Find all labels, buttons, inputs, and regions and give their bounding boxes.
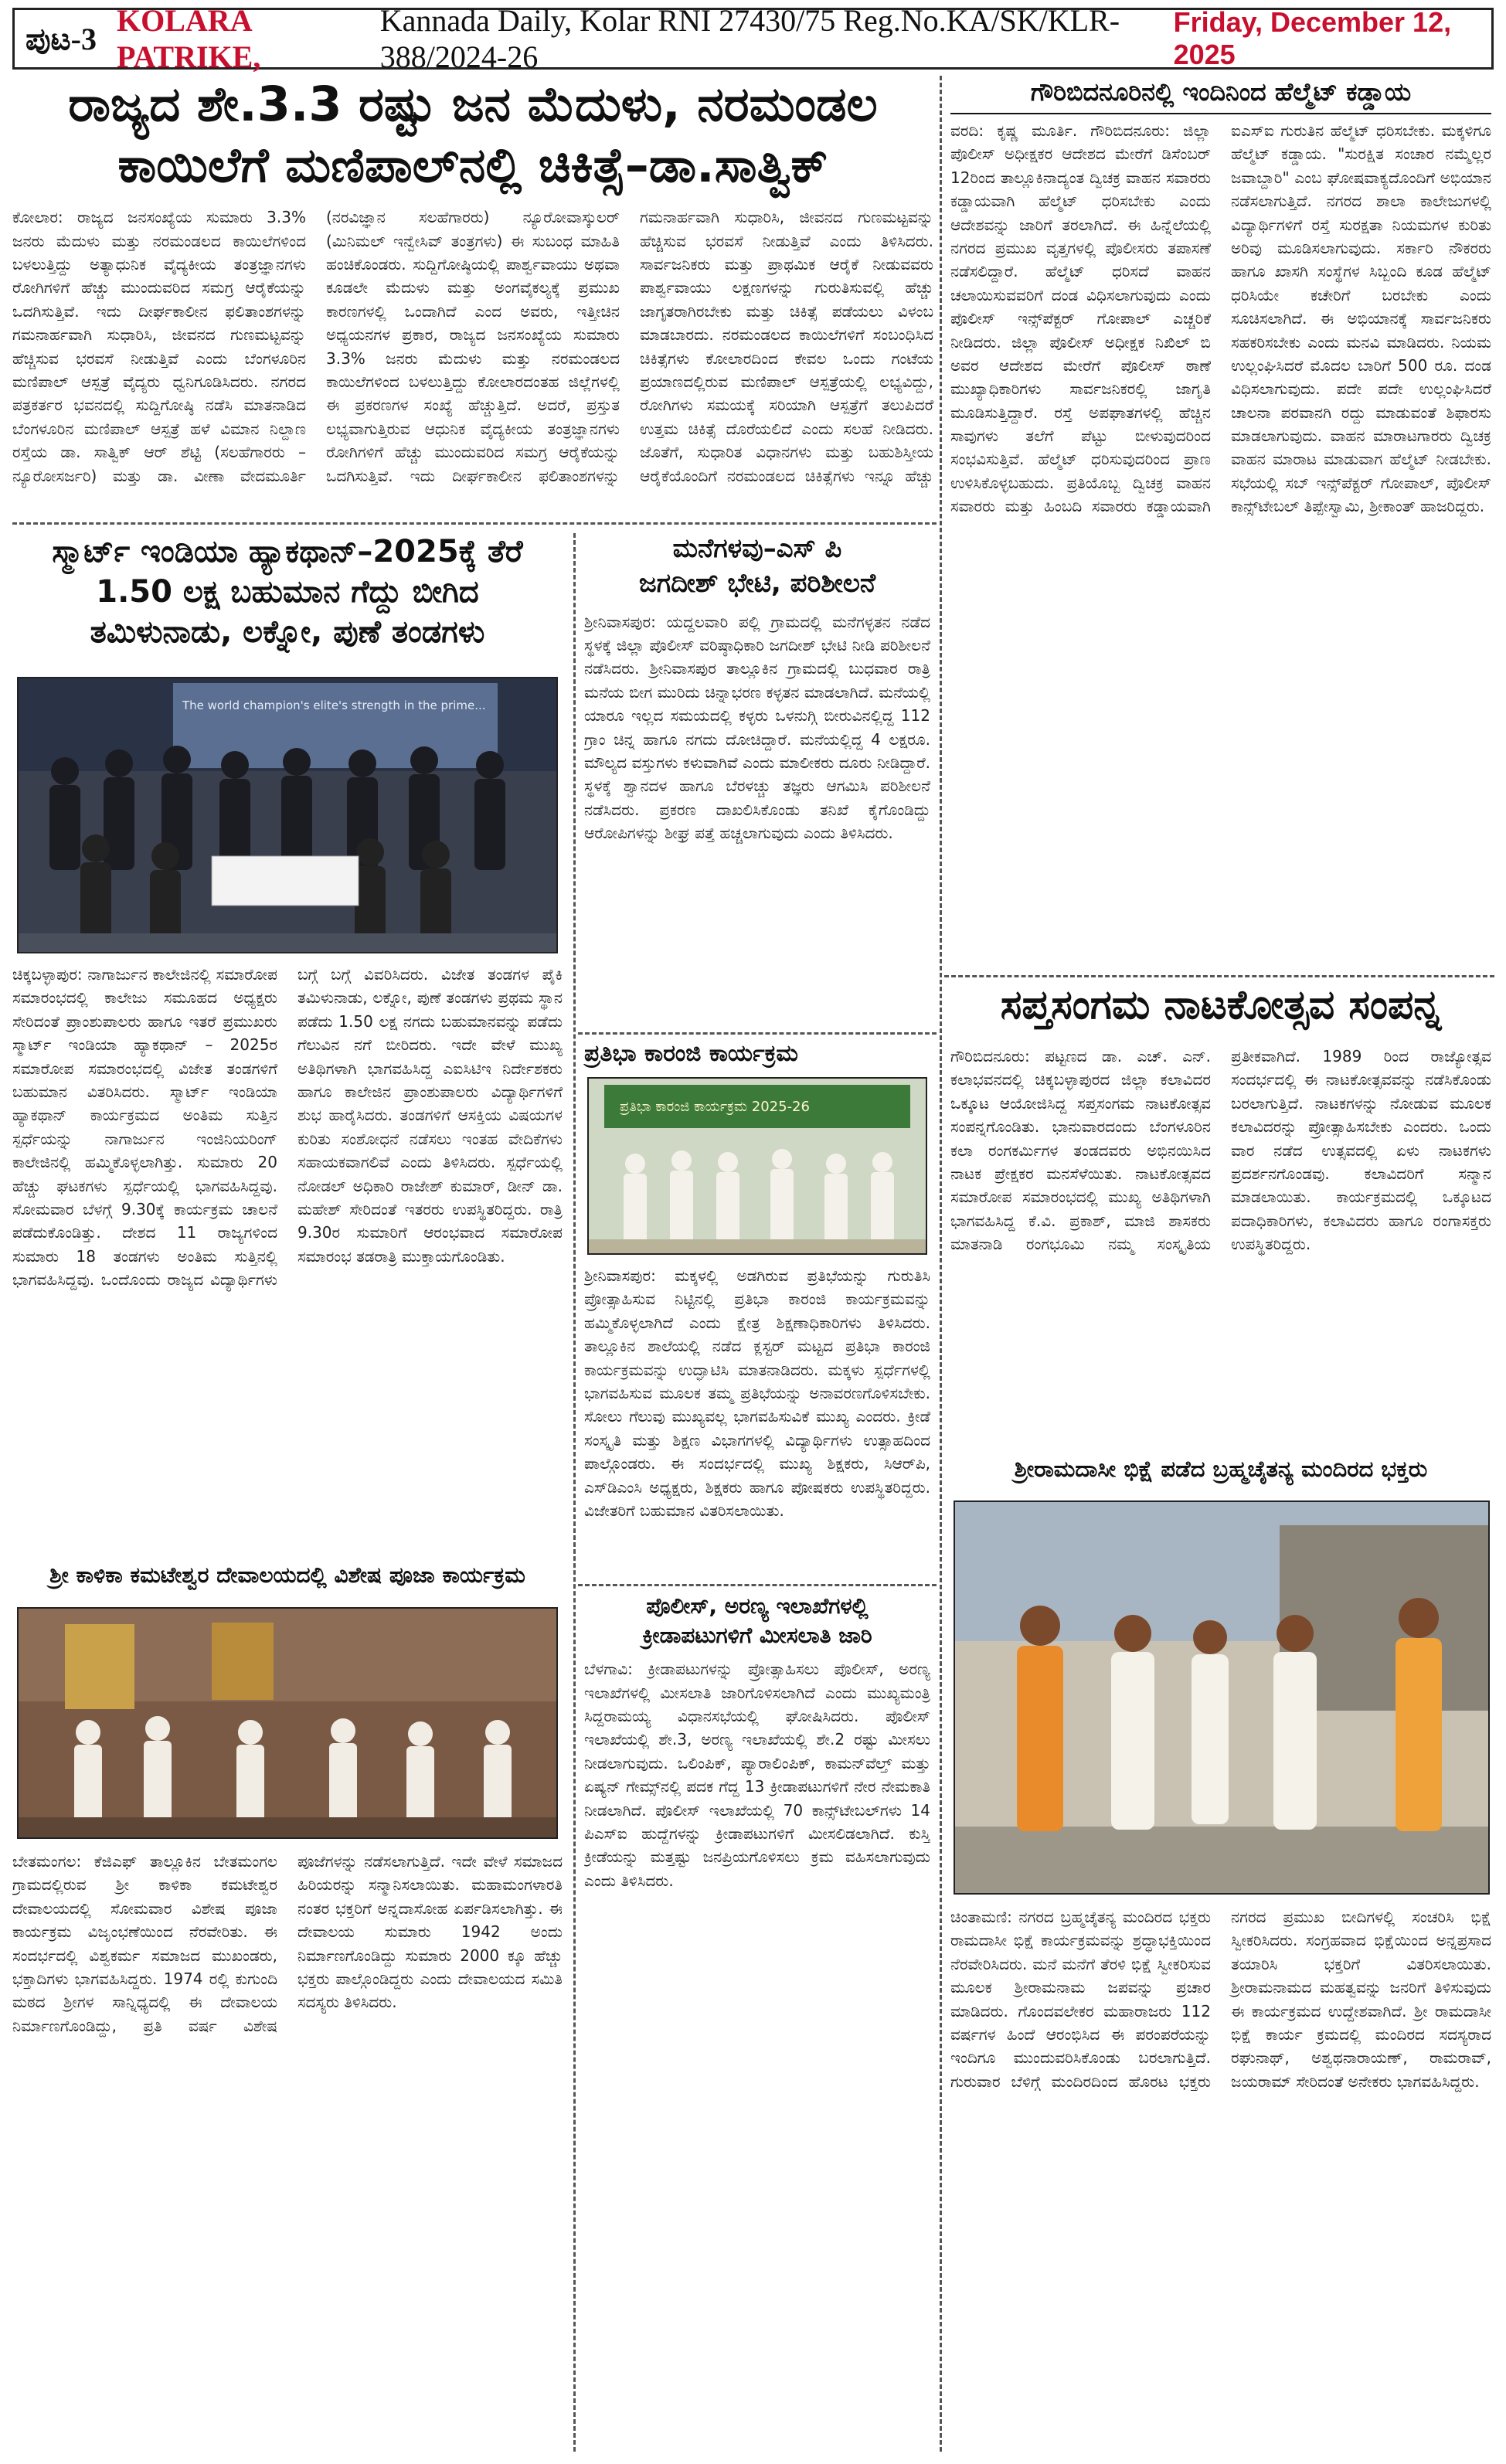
sapthasangama-headline: ಸಪ್ತಸಂಗಮ ನಾಟಕೋತ್ಸವ ಸಂಪನ್ನ [1000,982,1442,1028]
hackathon-story [12,533,563,651]
lead-story [12,76,933,499]
section-divider-lead [12,522,937,525]
pratibha-headline: ಪ್ರತಿಭಾ ಕಾರಂಜಿ ಕಾರ್ಯಕ್ರಮ [584,1040,798,1067]
divider-pratibha [578,1032,937,1035]
hackathon-photo-banner: The world champion's elite's strength in the prime... [182,698,486,712]
hackathon-headline-line3: ತಮಿಳುನಾಡು, ಲಕ್ನೋ, ಪುಣೆ ತಂಡಗಳು [90,614,485,650]
kalika-headline: ಶ್ರೀ ಕಾಳಿಕಾ ಕಮಟೇಶ್ವರ ದೇವಾಲಯದಲ್ಲಿ ವಿಶೇಷ ಪೂಜಾ ಕಾರ್ಯಕ್ರಮ [49,1562,525,1588]
paper-name: KOLARA PATRIKE, [117,3,261,74]
police-headline-line1: ಪೊಲೀಸ್, ಅರಣ್ಯ ಇಲಾಖೆಗಳಲ್ಲಿ [646,1593,869,1619]
police-body: ಬೆಳಗಾವಿ: ಕ್ರೀಡಾಪಟುಗಳನ್ನು ಪ್ರೋತ್ಸಾಹಿಸಲು ಪೊಲೀಸ್, ಅರಣ್ಯ ಇಲಾಖೆಗಳಲ್ಲಿ ಮೀಸಲಾತಿ ಜಾರಿಗೊಳಿಸಲಾಗಿದೆ ಎಂದು ಮುಖ್ಯಮಂತ್ರಿ ಸಿದ್ದರಾಮಯ್ಯ ವಿಧಾನಸಭೆಯಲ್ಲಿ ಘೋಷಿಸಿದರು. ಪೊಲೀಸ್ ಇಲಾಖೆಯಲ್ಲಿ ಶೇ.3, ಅರಣ್ಯ ಇಲಾಖೆಯಲ್ಲಿ ಶೇ.2 ರಷ್ಟು ಮೀಸಲು ನೀಡಲಾಗುವುದು. ಒಲಿಂಪಿಕ್, ಪ್ಯಾರಾಲಿಂಪಿಕ್, ಕಾಮನ್‌ವೆಲ್ತ್ ಮತ್ತು ಏಷ್ಯನ್ ಗೇಮ್ಸ್‌ನಲ್ಲಿ ಪದಕ ಗೆದ್ದ 13 ಕ್ರೀಡಾಪಟುಗಳಿಗೆ ನೇರ ನೇಮಕಾತಿ ನೀಡಲಾಗಿದೆ. ಪೊಲೀಸ್ ಇಲಾಖೆಯಲ್ಲಿ 70 ಕಾನ್ಸ್‌ಟೇಬಲ್‌ಗಳು 14 ಪಿಎಸ್ಐ ಹುದ್ದೆಗಳನ್ನು ಕ್ರೀಡಾಪಟುಗಳಿಗೆ ಮೀಸಲಿಡಲಾಗಿದೆ. ಕುಸ್ತಿ ಕ್ರೀಡೆಯನ್ನು ಮತ್ತಷ್ಟು ಜನಪ್ರಿಯಗೊಳಿಸಲು ಕ್ರಮ ವಹಿಸಲಾಗುವುದು ಎಂದು ತಿಳಿಸಿದರು. [584,1660,930,1890]
sp-visit-headline-line2: ಜಗದೀಶ್ ಭೇಟಿ, ಪರಿಶೀಲನೆ [638,567,876,599]
hackathon-headline-line2: 1.50 ಲಕ್ಷ ಬಹುಮಾನ ಗೆದ್ದು ಬೀಗಿದ [96,574,479,610]
masthead [12,3,1494,74]
pratibha-photo [587,1077,927,1255]
column-divider-middle [573,533,576,2452]
lead-headline-line2: ಕಾಯಿಲೆಗೆ ಮಣಿಪಾಲ್‌ನಲ್ಲಿ ಚಿಕಿತ್ಸೆ–ಡಾ.ಸಾತ್ವಿಕ್ [117,137,828,194]
helmet-body: ವರದಿ: ಕೃಷ್ಣ ಮೂರ್ತಿ. ಗೌರಿಬಿದನೂರು: ಜಿಲ್ಲಾ ಪೊಲೀಸ್ ಅಧೀಕ್ಷಕರ ಆದೇಶದ ಮೇರೆಗೆ ಡಿಸೆಂಬರ್ 12ರಿಂದ ತಾಲ್ಲೂಕಿನಾದ್ಯಂತ ದ್ವಿಚಕ್ರ ವಾಹನ ಸವಾರರು ಕಡ್ಡಾಯವಾಗಿ ಹೆಲ್ಮೆಟ್ ಧರಿಸಬೇಕು ಎಂದು ಆದೇಶವನ್ನು ಜಾರಿಗೆ ತರಲಾಗಿದೆ. ಈ ಹಿನ್ನೆಲೆಯಲ್ಲಿ ನಗರದ ಪ್ರಮುಖ ವೃತ್ತಗಳಲ್ಲಿ ಪೊಲೀಸರು ತಪಾಸಣೆ ನಡೆಸಲಿದ್ದಾರೆ. ಹೆಲ್ಮೆಟ್ ಧರಿಸದೆ ವಾಹನ ಚಲಾಯಿಸುವವರಿಗೆ ದಂಡ ವಿಧಿಸಲಾಗುವುದು ಎಂದು ಪೊಲೀಸ್ ಇನ್ಸ್‌ಪೆಕ್ಟರ್ ಗೋಪಾಲ್ ಎಚ್ಚರಿಕೆ ನೀಡಿದರು. ಜಿಲ್ಲಾ ಪೊಲೀಸ್ ಅಧೀಕ್ಷಕ ನಿಖಿಲ್ ಬಿ ಅವರ ಆದೇಶದ ಮೇರೆಗೆ ಪೊಲೀಸ್ ಠಾಣೆ ಮುಖ್ಯಾಧಿಕಾರಿಗಳು ಸಾರ್ವಜನಿಕರಲ್ಲಿ ಜಾಗೃತಿ ಮೂಡಿಸುತ್ತಿದ್ದಾರೆ. ರಸ್ತೆ ಅಪಘಾತಗಳಲ್ಲಿ ಹೆಚ್ಚಿನ ಸಾವುಗಳು ತಲೆಗೆ ಪೆಟ್ಟು ಬೀಳುವುದರಿಂದ ಸಂಭವಿಸುತ್ತಿವೆ. ಹೆಲ್ಮೆಟ್ ಧರಿಸುವುದರಿಂದ ಪ್ರಾಣ ಉಳಿಸಿಕೊಳ್ಳಬಹುದು. ಪ್ರತಿಯೊಬ್ಬ ದ್ವಿಚಕ್ರ ವಾಹನ ಸವಾರರು ಮತ್ತು ಹಿಂಬದಿ ಸವಾರರು ಕಡ್ಡಾಯವಾಗಿ ಐಎಸ್‌ಐ ಗುರುತಿನ ಹೆಲ್ಮೆಟ್ ಧರಿಸಬೇಕು. ಮಕ್ಕಳಿಗೂ ಹೆಲ್ಮೆಟ್ ಕಡ್ಡಾಯ. "ಸುರಕ್ಷಿತ ಸಂಚಾರ ನಮ್ಮೆಲ್ಲರ ಜವಾಬ್ದಾರಿ" ಎಂಬ ಘೋಷವಾಕ್ಯದೊಂದಿಗೆ ಅಭಿಯಾನ ನಡೆಸಲಾಗುತ್ತಿದೆ. ನಗರದ ಶಾಲಾ ಕಾಲೇಜುಗಳಲ್ಲಿ ವಿದ್ಯಾರ್ಥಿಗಳಿಗೆ ರಸ್ತೆ ಸುರಕ್ಷತಾ ನಿಯಮಗಳ ಕುರಿತು ಅರಿವು ಮೂಡಿಸಲಾಗುವುದು. ಸರ್ಕಾರಿ ನೌಕರರು ಹಾಗೂ ಖಾಸಗಿ ಸಂಸ್ಥೆಗಳ ಸಿಬ್ಬಂದಿ ಕೂಡ ಹೆಲ್ಮೆಟ್ ಧರಿಸಿಯೇ ಕಚೇರಿಗೆ ಬರಬೇಕು ಎಂದು ಸೂಚಿಸಲಾಗಿದೆ. ಈ ಅಭಿಯಾನಕ್ಕೆ ಸಾರ್ವಜನಿಕರು ಸಹಕರಿಸಬೇಕು ಎಂದು ಮನವಿ ಮಾಡಿದರು. ನಿಯಮ ಉಲ್ಲಂಘಿಸಿದರೆ ಮೊದಲ ಬಾರಿಗೆ 500 ರೂ. ದಂಡ ವಿಧಿಸಲಾಗುವುದು. ಪದೇ ಪದೇ ಉಲ್ಲಂಘಿಸಿದರೆ ಚಾಲನಾ ಪರವಾನಗಿ ರದ್ದು ಮಾಡುವಂತೆ ಶಿಫಾರಸು ಮಾಡಲಾಗುವುದು. ವಾಹನ ಮಾರಾಟಗಾರರು ದ್ವಿಚಕ್ರ ವಾಹನ ಮಾರಾಟ ಮಾಡುವಾಗ ಹೆಲ್ಮೆಟ್ ನೀಡಬೇಕು. ಸಭೆಯಲ್ಲಿ ಸಬ್ ಇನ್ಸ್‌ಪೆಕ್ಟರ್ ಗೋಪಾಲ್, ಪೊಲೀಸ್ ಕಾನ್ಸ್‌ಟೇಬಲ್ ತಿಪ್ಪೇಸ್ವಾಮಿ, ಶ್ರೀಕಾಂತ್ ಹಾಜರಿದ್ದರು. [950,121,1491,516]
divider-police [578,1584,937,1586]
helmet-headline: ಗೌರಿಬಿದನೂರಿನಲ್ಲಿ ಇಂದಿನಿಂದ ಹೆಲ್ಮೆಟ್ ಕಡ್ಡಾಯ [1030,77,1412,107]
lead-body: ಕೋಲಾರ: ರಾಜ್ಯದ ಜನಸಂಖ್ಯೆಯ ಸುಮಾರು 3.3% ಜನರು ಮೆದುಳು ಮತ್ತು ನರಮಂಡಲದ ಕಾಯಿಲೆಗಳಿಂದ ಬಳಲುತ್ತಿದ್ದು ಅತ್ಯಾಧುನಿಕ ವೈದ್ಯಕೀಯ ತಂತ್ರಜ್ಞಾನಗಳು ರೋಗಿಗಳಿಗೆ ಹೆಚ್ಚು ಮುಂದುವರಿದ ಸಮಗ್ರ ಆರೈಕೆಯನ್ನು ಒದಗಿಸುತ್ತಿವೆ. ಇದು ದೀರ್ಘಕಾಲೀನ ಫಲಿತಾಂಶಗಳನ್ನು ಗಮನಾರ್ಹವಾಗಿ ಸುಧಾರಿಸಿ, ಜೀವನದ ಗುಣಮಟ್ಟವನ್ನು ಹೆಚ್ಚಿಸುವ ಭರವಸೆ ನೀಡುತ್ತಿವೆ ಎಂದು ಬೆಂಗಳೂರಿನ ಮಣಿಪಾಲ್ ಆಸ್ಪತ್ರೆ ವೈದ್ಯರು ಧ್ವನಿಗೂಡಿಸಿದರು. ನಗರದ ಪತ್ರಕರ್ತರ ಭವನದಲ್ಲಿ ಸುದ್ದಿಗೋಷ್ಠಿ ನಡೆಸಿ ಮಾತನಾಡಿದ ಬೆಂಗಳೂರಿನ ಮಣಿಪಾಲ್ ಆಸ್ಪತ್ರೆ ಹಳೆ ವಿಮಾನ ನಿಲ್ದಾಣ ರಸ್ತೆಯ ಡಾ. ಸಾತ್ವಿಕ್ ಆರ್ ಶೆಟ್ಟಿ (ಸಲಹೆಗಾರರು – ನ್ಯೂರೋಸರ್ಜರಿ) ಮತ್ತು ಡಾ. ವೀಣಾ ವೇದಮೂರ್ತಿ (ನರವಿಜ್ಞಾನ ಸಲಹೆಗಾರರು) ನ್ಯೂರೋವಾಸ್ಕುಲರ್ (ಮಿನಿಮಲ್ ಇನ್ವೇಸಿವ್ ತಂತ್ರಗಳು) ಈ ಸುಬಂಧ ಮಾಹಿತಿ ಹಂಚಿಕೊಂಡರು. ಸುದ್ದಿಗೋಷ್ಠಿಯಲ್ಲಿ ಪಾರ್ಶ್ವವಾಯು ಅಥವಾ ಕೂಡಲೇ ಮೆದುಳು ಮತ್ತು ಅಂಗವೈಕಲ್ಯಕ್ಕೆ ಪ್ರಮುಖ ಕಾರಣಗಳಲ್ಲಿ ಒಂದಾಗಿದೆ ಎಂದ ಅವರು, ಇತ್ತೀಚಿನ ಅಧ್ಯಯನಗಳ ಪ್ರಕಾರ, ರಾಜ್ಯದ ಜನಸಂಖ್ಯೆಯ ಸುಮಾರು 3.3% ಜನರು ಮೆದುಳು ಮತ್ತು ನರಮಂಡಲದ ಕಾಯಿಲೆಗಳಿಂದ ಬಳಲುತ್ತಿದ್ದು ಕೋಲಾರದಂತಹ ಜಿಲ್ಲೆಗಳಲ್ಲಿ ಈ ಪ್ರಕರಣಗಳ ಸಂಖ್ಯೆ ಹೆಚ್ಚುತ್ತಿದೆ. ಅದರೆ, ಪ್ರಸ್ತುತ ಲಭ್ಯವಾಗುತ್ತಿರುವ ಆಧುನಿಕ ವೈದ್ಯಕೀಯ ತಂತ್ರಜ್ಞಾನಗಳು ರೋಗಿಗಳಿಗೆ ಹೆಚ್ಚು ಮುಂದುವರಿದ ಸಮಗ್ರ ಆರೈಕೆಯನ್ನು ಒದಗಿಸುತ್ತಿವೆ. ಇದು ದೀರ್ಘಕಾಲೀನ ಫಲಿತಾಂಶಗಳನ್ನು ಗಮನಾರ್ಹವಾಗಿ ಸುಧಾರಿಸಿ, ಜೀವನದ ಗುಣಮಟ್ಟವನ್ನು ಹೆಚ್ಚಿಸುವ ಭರವಸೆ ನೀಡುತ್ತಿವೆ ಎಂದು ತಿಳಿಸಿದರು. ಸಾರ್ವಜನಿಕರು ಮತ್ತು ಪ್ರಾಥಮಿಕ ಆರೈಕೆ ನೀಡುವವರು ಪಾರ್ಶ್ವವಾಯು ಲಕ್ಷಣಗಳನ್ನು ಗುರುತಿಸುವಲ್ಲಿ ಹೆಚ್ಚು ಜಾಗೃತರಾಗಿರಬೇಕು ಮತ್ತು ಚಿಕಿತ್ಸೆ ಪಡೆಯಲು ವಿಳಂಬ ಮಾಡಬಾರದು. ನರಮಂಡಲದ ಕಾಯಿಲೆಗಳಿಗೆ ಸಂಬಂಧಿಸಿದ ಚಿಕಿತ್ಸೆಗಳು ಕೋಲಾರದಿಂದ ಕೇವಲ ಒಂದು ಗಂಟೆಯ ಪ್ರಯಾಣದಲ್ಲಿರುವ ಮಣಿಪಾಲ್ ಆಸ್ಪತ್ರೆಯಲ್ಲಿ ಲಭ್ಯವಿದ್ದು, ರೋಗಿಗಳು ಸಮಯಕ್ಕೆ ಸರಿಯಾಗಿ ಆಸ್ಪತ್ರೆಗೆ ತಲುಪಿದರೆ ಉತ್ತಮ ಚಿಕಿತ್ಸೆ ದೊರೆಯಲಿದೆ ಎಂದು ಸಲಹೆ ನೀಡಿದರು. ಜೊತೆಗೆ, ಸುಧಾರಿತ ವಿಧಾನಗಳು ಮತ್ತು ಬಹುಶಿಸ್ತೀಯ ಆರೈಕೆಯೊಂದಿಗೆ ನರಮಂಡಲದ ಚಿಕಿತ್ಸೆಗಳು ಇನ್ನೂ ಹೆಚ್ಚು [12,208,933,485]
lead-headline-line1: ರಾಜ್ಯದ ಶೇ.3.3 ರಷ್ಟು ಜನ ಮೆದುಳು, ನರಮಂಡಲ [68,76,878,132]
sp-visit-headline-line1: ಮನೆಗಳವು–ಎಸ್ ಪಿ [672,533,842,564]
police-headline-line2: ಕ್ರೀಡಾಪಟುಗಳಿಗೆ ಮೀಸಲಾತಿ ಜಾರಿ [642,1622,872,1648]
bhikshe-body: ಚಿಂತಾಮಣಿ: ನಗರದ ಬ್ರಹ್ಮಚೈತನ್ಯ ಮಂದಿರದ ಭಕ್ತರು ರಾಮದಾಸೀ ಭಿಕ್ಷೆ ಕಾರ್ಯಕ್ರಮವನ್ನು ಶ್ರದ್ಧಾಭಕ್ತಿಯಿಂದ ನೆರವೇರಿಸಿದರು. ಮನೆ ಮನೆಗೆ ತೆರಳಿ ಭಿಕ್ಷೆ ಸ್ವೀಕರಿಸುವ ಮೂಲಕ ಶ್ರೀರಾಮನಾಮ ಜಪವನ್ನು ಪ್ರಚಾರ ಮಾಡಿದರು. ಗೊಂದವಲೇಕರ ಮಹಾರಾಜರು 112 ವರ್ಷಗಳ ಹಿಂದೆ ಆರಂಭಿಸಿದ ಈ ಪರಂಪರೆಯನ್ನು ಇಂದಿಗೂ ಮುಂದುವರಿಸಿಕೊಂಡು ಬರಲಾಗುತ್ತಿದೆ. ಗುರುವಾರ ಬೆಳಿಗ್ಗೆ ಮಂದಿರದಿಂದ ಹೊರಟ ಭಕ್ತರು ನಗರದ ಪ್ರಮುಖ ಬೀದಿಗಳಲ್ಲಿ ಸಂಚರಿಸಿ ಭಿಕ್ಷೆ ಸ್ವೀಕರಿಸಿದರು. ಸಂಗ್ರಹವಾದ ಭಿಕ್ಷೆಯಿಂದ ಅನ್ನಪ್ರಸಾದ ತಯಾರಿಸಿ ಭಕ್ತರಿಗೆ ವಿತರಿಸಲಾಯಿತು. ಶ್ರೀರಾಮನಾಮದ ಮಹತ್ವವನ್ನು ಜನರಿಗೆ ತಿಳಿಸುವುದು ಈ ಕಾರ್ಯಕ್ರಮದ ಉದ್ದೇಶವಾಗಿದೆ. ಶ್ರೀ ರಾಮದಾಸೀ ಭಿಕ್ಷೆ ಕಾರ್ಯ ಕ್ರಮದಲ್ಲಿ ಮಂದಿರದ ಸದಸ್ಯರಾದ ರಘುನಾಥ್, ಅಶ್ವಥನಾರಾಯಣ್, ರಾಮರಾವ್, ಜಯರಾಮ್ ಸೇರಿದಂತೆ ಅನೇಕರು ಭಾಗವಹಿಸಿದ್ದರು. [950,1908,1491,2091]
pratibha-body: ಶ್ರೀನಿವಾಸಪುರ: ಮಕ್ಕಳಲ್ಲಿ ಅಡಗಿರುವ ಪ್ರತಿಭೆಯನ್ನು ಗುರುತಿಸಿ ಪ್ರೋತ್ಸಾಹಿಸುವ ನಿಟ್ಟಿನಲ್ಲಿ ಪ್ರತಿಭಾ ಕಾರಂಜಿ ಕಾರ್ಯಕ್ರಮವನ್ನು ಹಮ್ಮಿಕೊಳ್ಳಲಾಗಿದೆ ಎಂದು ಕ್ಷೇತ್ರ ಶಿಕ್ಷಣಾಧಿಕಾರಿಗಳು ತಿಳಿಸಿದರು. ತಾಲ್ಲೂಕಿನ ಶಾಲೆಯಲ್ಲಿ ನಡೆದ ಕ್ಲಸ್ಟರ್ ಮಟ್ಟದ ಪ್ರತಿಭಾ ಕಾರಂಜಿ ಕಾರ್ಯಕ್ರಮವನ್ನು ಉದ್ಘಾಟಿಸಿ ಮಾತನಾಡಿದರು. ಮಕ್ಕಳು ಸ್ಪರ್ಧೆಗಳಲ್ಲಿ ಭಾಗವಹಿಸುವ ಮೂಲಕ ತಮ್ಮ ಪ್ರತಿಭೆಯನ್ನು ಅನಾವರಣಗೊಳಿಸಬೇಕು. ಸೋಲು ಗೆಲುವು ಮುಖ್ಯವಲ್ಲ ಭಾಗವಹಿಸುವಿಕೆ ಮುಖ್ಯ ಎಂದರು. ಕ್ರೀಡೆ ಸಂಸ್ಕೃತಿ ಮತ್ತು ಶಿಕ್ಷಣ ವಿಭಾಗಗಳಲ್ಲಿ ವಿದ್ಯಾರ್ಥಿಗಳು ಉತ್ಸಾಹದಿಂದ ಪಾಲ್ಗೊಂಡರು. ಈ ಸಂದರ್ಭದಲ್ಲಿ ಮುಖ್ಯ ಶಿಕ್ಷಕರು, ಸಿಆರ್‌ಪಿ, ಎಸ್‌ಡಿಎಂಸಿ ಅಧ್ಯಕ್ಷರು, ಶಿಕ್ಷಕರು ಹಾಗೂ ಪೋಷಕರು ಉಪಸ್ಥಿತರಿದ್ದರು. ವಿಜೇತರಿಗೆ ಬಹುಮಾನ ವಿತರಿಸಲಾಯಿತು. [584,1266,930,1520]
hackathon-photo [17,677,558,953]
pratibha-banner: ಪ್ರತಿಭಾ ಕಾರಂಜಿ ಕಾರ್ಯಕ್ರಮ 2025-26 [620,1099,810,1115]
bhikshe-photo [954,1500,1490,1895]
page-number: ಪುಟ-3 [25,21,97,56]
kalika-photo [17,1607,558,1839]
helmet-rule [950,113,1491,114]
sp-visit-story [584,533,930,1012]
hackathon-headline-line1: ಸ್ಮಾರ್ಟ್ ಇಂಡಿಯಾ ಹ್ಯಾಕಥಾನ್–2025ಕ್ಕೆ ತೆರೆ [52,534,523,569]
sapthasangama-body: ಗೌರಿಬಿದನೂರು: ಪಟ್ಟಣದ ಡಾ. ಎಚ್. ಎನ್. ಕಲಾಭವನದಲ್ಲಿ ಚಿಕ್ಕಬಳ್ಳಾಪುರದ ಜಿಲ್ಲಾ ಕಲಾವಿದರ ಒಕ್ಕೂಟ ಆಯೋಜಿಸಿದ್ದ ಸಪ್ತಸಂಗಮ ನಾಟಕೋತ್ಸವ ಸಂಪನ್ನಗೊಂಡಿತು. ಭಾನುವಾರದಂದು ಬೆಂಗಳೂರಿನ ಕಲಾ ರಂಗಕರ್ಮಿಗಳ ತಂಡದವರು ಅಭಿನಯಿಸಿದ ನಾಟಕ ಪ್ರೇಕ್ಷಕರ ಮನಸೆಳೆಯಿತು. ನಾಟಕೋತ್ಸವದ ಸಮಾರೋಪ ಸಮಾರಂಭದಲ್ಲಿ ಮುಖ್ಯ ಅತಿಥಿಗಳಾಗಿ ಭಾಗವಹಿಸಿದ್ದ ಕೆ.ವಿ. ಪ್ರಕಾಶ್, ಮಾಜಿ ಶಾಸಕರು ಮಾತನಾಡಿ ರಂಗಭೂಮಿ ನಮ್ಮ ಸಂಸ್ಕೃತಿಯ ಪ್ರತೀಕವಾಗಿದೆ. 1989 ರಿಂದ ರಾಜ್ಯೋತ್ಸವ ಸಂದರ್ಭದಲ್ಲಿ ಈ ನಾಟಕೋತ್ಸವವನ್ನು ನಡೆಸಿಕೊಂಡು ಬರಲಾಗುತ್ತಿದೆ. ನಾಟಕಗಳನ್ನು ನೋಡುವ ಮೂಲಕ ಕಲಾವಿದರನ್ನು ಪ್ರೋತ್ಸಾಹಿಸಬೇಕು ಎಂದರು. ಒಂದು ವಾರ ನಡೆದ ಉತ್ಸವದಲ್ಲಿ ಏಳು ನಾಟಕಗಳು ಪ್ರದರ್ಶನಗೊಂಡವು. ಕಲಾವಿದರಿಗೆ ಸನ್ಮಾನ ಮಾಡಲಾಯಿತು. ಕಾರ್ಯಕ್ರಮದಲ್ಲಿ ಒಕ್ಕೂಟದ ಪದಾಧಿಕಾರಿಗಳು, ಕಲಾವಿದರು ಹಾಗೂ ರಂಗಾಸಕ್ತರು ಉಪಸ್ಥಿತರಿದ್ದರು. [950,1047,1491,1254]
column-divider-right [940,76,942,2452]
sp-visit-body: ಶ್ರೀನಿವಾಸಪುರ: ಯದ್ದಲವಾರಿ ಪಲ್ಲಿ ಗ್ರಾಮದಲ್ಲಿ ಮನೆಗಳ್ಳತನ ನಡೆದ ಸ್ಥಳಕ್ಕೆ ಜಿಲ್ಲಾ ಪೊಲೀಸ್ ವರಿಷ್ಠಾಧಿಕಾರಿ ಜಗದೀಶ್ ಭೇಟಿ ನೀಡಿ ಪರಿಶೀಲನೆ ನಡೆಸಿದರು. ಶ್ರೀನಿವಾಸಪುರ ತಾಲ್ಲೂಕಿನ ಗ್ರಾಮದಲ್ಲಿ ಬುಧವಾರ ರಾತ್ರಿ ಮನೆಯ ಬೀಗ ಮುರಿದು ಚಿನ್ನಾಭರಣ ಕಳ್ಳತನ ಮಾಡಲಾಗಿದೆ. ಮನೆಯಲ್ಲಿ ಯಾರೂ ಇಲ್ಲದ ಸಮಯದಲ್ಲಿ ಕಳ್ಳರು ಒಳನುಗ್ಗಿ ಬೀರುವಿನಲ್ಲಿದ್ದ 112 ಗ್ರಾಂ ಚಿನ್ನ ಹಾಗೂ ನಗದು ದೋಚಿದ್ದಾರೆ. ಮನೆಯಲ್ಲಿದ್ದ 4 ಲಕ್ಷರೂ. ಮೌಲ್ಯದ ವಸ್ತುಗಳು ಕಳುವಾಗಿವೆ ಎಂದು ಮಾಲೀಕರು ದೂರು ನೀಡಿದ್ದಾರೆ. ಸ್ಥಳಕ್ಕೆ ಶ್ವಾನದಳ ಹಾಗೂ ಬೆರಳಚ್ಚು ತಜ್ಞರು ಆಗಮಿಸಿ ಪರಿಶೀಲನೆ ನಡೆಸಿದರು. ಪ್ರಕರಣ ದಾಖಲಿಸಿಕೊಂಡು ತನಿಖೆ ಕೈಗೊಂಡಿದ್ದು ಆರೋಪಿಗಳನ್ನು ಶೀಘ್ರ ಪತ್ತೆ ಹಚ್ಚಲಾಗುವುದು ಎಂದು ತಿಳಿಸಿದರು. [584,612,930,843]
divider-sapthasangama [944,975,1494,977]
hackathon-body: ಚಿಕ್ಕಬಳ್ಳಾಪುರ: ನಾಗಾರ್ಜುನ ಕಾಲೇಜಿನಲ್ಲಿ ಸಮಾರೋಪ ಸಮಾರಂಭದಲ್ಲಿ ಕಾಲೇಜು ಸಮೂಹದ ಅಧ್ಯಕ್ಷರು ಸೇರಿದಂತೆ ಪ್ರಾಂಶುಪಾಲರು ಹಾಗೂ ಇತರೆ ಪ್ರಮುಖರು ಸ್ಮಾರ್ಟ್ ಇಂಡಿಯಾ ಹ್ಯಾಕಥಾನ್ – 2025ರ ಸಮಾರೋಪ ಸಮಾರಂಭದಲ್ಲಿ ವಿಜೇತ ತಂಡಗಳಿಗೆ ಬಹುಮಾನ ವಿತರಿಸಿದರು. ಸ್ಮಾರ್ಟ್ ಇಂಡಿಯಾ ಹ್ಯಾಕಥಾನ್ ಕಾರ್ಯಕ್ರಮದ ಅಂತಿಮ ಸುತ್ತಿನ ಸ್ಪರ್ಧೆಯನ್ನು ನಾಗಾರ್ಜುನ ಇಂಜಿನಿಯರಿಂಗ್ ಕಾಲೇಜಿನಲ್ಲಿ ಹಮ್ಮಿಕೊಳ್ಳಲಾಗಿತ್ತು. ಸುಮಾರು 20 ಹೆಚ್ಚು ಘಟಕಗಳು ಸ್ಪರ್ಧೆಯಲ್ಲಿ ಭಾಗವಹಿಸಿದ್ದವು. ಸೋಮವಾರ ಬೆಳಗ್ಗೆ 9.30ಕ್ಕೆ ಕಾರ್ಯಕ್ರಮ ಚಾಲನೆ ಪಡೆದುಕೊಂಡಿತ್ತು. ದೇಶದ 11 ರಾಜ್ಯಗಳಿಂದ ಸುಮಾರು 18 ತಂಡಗಳು ಅಂತಿಮ ಸುತ್ತಿನಲ್ಲಿ ಭಾಗವಹಿಸಿದ್ದವು. ಒಂದೊಂದು ರಾಜ್ಯದ ವಿದ್ಯಾರ್ಥಿಗಳು ಬಗ್ಗೆ ಬಗ್ಗೆ ವಿವರಿಸಿದರು. ವಿಜೇತ ತಂಡಗಳ ಪೈಕಿ ತಮಿಳುನಾಡು, ಲಕ್ನೋ, ಪುಣೆ ತಂಡಗಳು ಪ್ರಥಮ ಸ್ಥಾನ ಪಡೆದು 1.50 ಲಕ್ಷ ನಗದು ಬಹುಮಾನವನ್ನು ಪಡೆದು ಗೆಲುವಿನ ನಗೆ ಬೀರಿದರು. ಇದೇ ವೇಳೆ ಮುಖ್ಯ ಅತಿಥಿಗಳಾಗಿ ಭಾಗವಹಿಸಿದ್ದ ಎಐಸಿಟಿಇ ನಿರ್ದೇಶಕರು ಹಾಗೂ ಕಾಲೇಜಿನ ಪ್ರಾಂಶುಪಾಲರು ವಿದ್ಯಾರ್ಥಿಗಳಿಗೆ ಶುಭ ಹಾರೈಸಿದರು. ತಂಡಗಳಿಗೆ ಆಸಕ್ತಿಯ ವಿಷಯಗಳ ಕುರಿತು ಸಂಶೋಧನೆ ನಡೆಸಲು ಇಂತಹ ವೇದಿಕೆಗಳು ಸಹಾಯಕವಾಗಲಿವೆ ಎಂದು ತಿಳಿಸಿದರು. ಸ್ಪರ್ಧೆಯಲ್ಲಿ ನೋಡಲ್ ಅಧಿಕಾರಿ ರಾಜೇಶ್ ಕುಮಾರ್, ಡೀನ್ ಡಾ. ಮಹೇಶ್ ಸೇರಿದಂತೆ ಇತರರು ಉಪಸ್ಥಿತರಿದ್ದರು. ರಾತ್ರಿ 9.30ರ ಸುಮಾರಿಗೆ ಆರಂಭವಾದ ಸಮಾರೋಪ ಸಮಾರಂಭ ತಡರಾತ್ರಿ ಮುಕ್ತಾಯಗೊಂಡಿತು. [12,965,563,1290]
police-sports-story [584,1593,930,2430]
paper-details: Kannada Daily, Kolar RNI 27430/75 Reg.No.KA/SK/KLR-388/2024-26 [379,3,1120,74]
issue-date: Friday, December 12, 2025 [1173,6,1452,70]
bhikshe-headline: ಶ್ರೀರಾಮದಾಸೀ ಭಿಕ್ಷೆ ಪಡೆದ ಬ್ರಹ್ಮಚೈತನ್ಯ ಮಂದಿರದ ಭಕ್ತರು [1014,1456,1428,1482]
kalika-body: ಬೇತಮಂಗಲ: ಕೆಜಿಎಫ್ ತಾಲ್ಲೂಕಿನ ಬೇತಮಂಗಲ ಗ್ರಾಮದಲ್ಲಿರುವ ಶ್ರೀ ಕಾಳಿಕಾ ಕಮಟೇಶ್ವರ ದೇವಾಲಯದಲ್ಲಿ ಸೋಮವಾರ ವಿಶೇಷ ಪೂಜಾ ಕಾರ್ಯಕ್ರಮ ವಿಜೃಂಭಣೆಯಿಂದ ನೆರವೇರಿತು. ಈ ಸಂದರ್ಭದಲ್ಲಿ ವಿಶ್ವಕರ್ಮ ಸಮಾಜದ ಮುಖಂಡರು, ಭಕ್ತಾದಿಗಳು ಭಾಗವಹಿಸಿದ್ದರು. 1974 ರಲ್ಲಿ ಕುಗುಂದಿ ಮಠದ ಶ್ರೀಗಳ ಸಾನ್ನಿಧ್ಯದಲ್ಲಿ ಈ ದೇವಾಲಯ ನಿರ್ಮಾಣಗೊಂಡಿದ್ದು, ಪ್ರತಿ ವರ್ಷ ವಿಶೇಷ ಪೂಜೆಗಳನ್ನು ನಡೆಸಲಾಗುತ್ತಿದೆ. ಇದೇ ವೇಳೆ ಸಮಾಜದ ಹಿರಿಯರನ್ನು ಸನ್ಮಾನಿಸಲಾಯಿತು. ಮಹಾಮಂಗಳಾರತಿ ನಂತರ ಭಕ್ತರಿಗೆ ಅನ್ನದಾಸೋಹ ಏರ್ಪಡಿಸಲಾಗಿತ್ತು. ಈ ದೇವಾಲಯ ಸುಮಾರು 1942 ಅಂದು ನಿರ್ಮಾಣಗೊಂಡಿದ್ದು ಸುಮಾರು 2000 ಕ್ಕೂ ಹೆಚ್ಚು ಭಕ್ತರು ಪಾಲ್ಗೊಂಡಿದ್ದರು ಎಂದು ದೇವಾಲಯದ ಸಮಿತಿ ಸದಸ್ಯರು ತಿಳಿಸಿದರು. [12,1852,563,2035]
